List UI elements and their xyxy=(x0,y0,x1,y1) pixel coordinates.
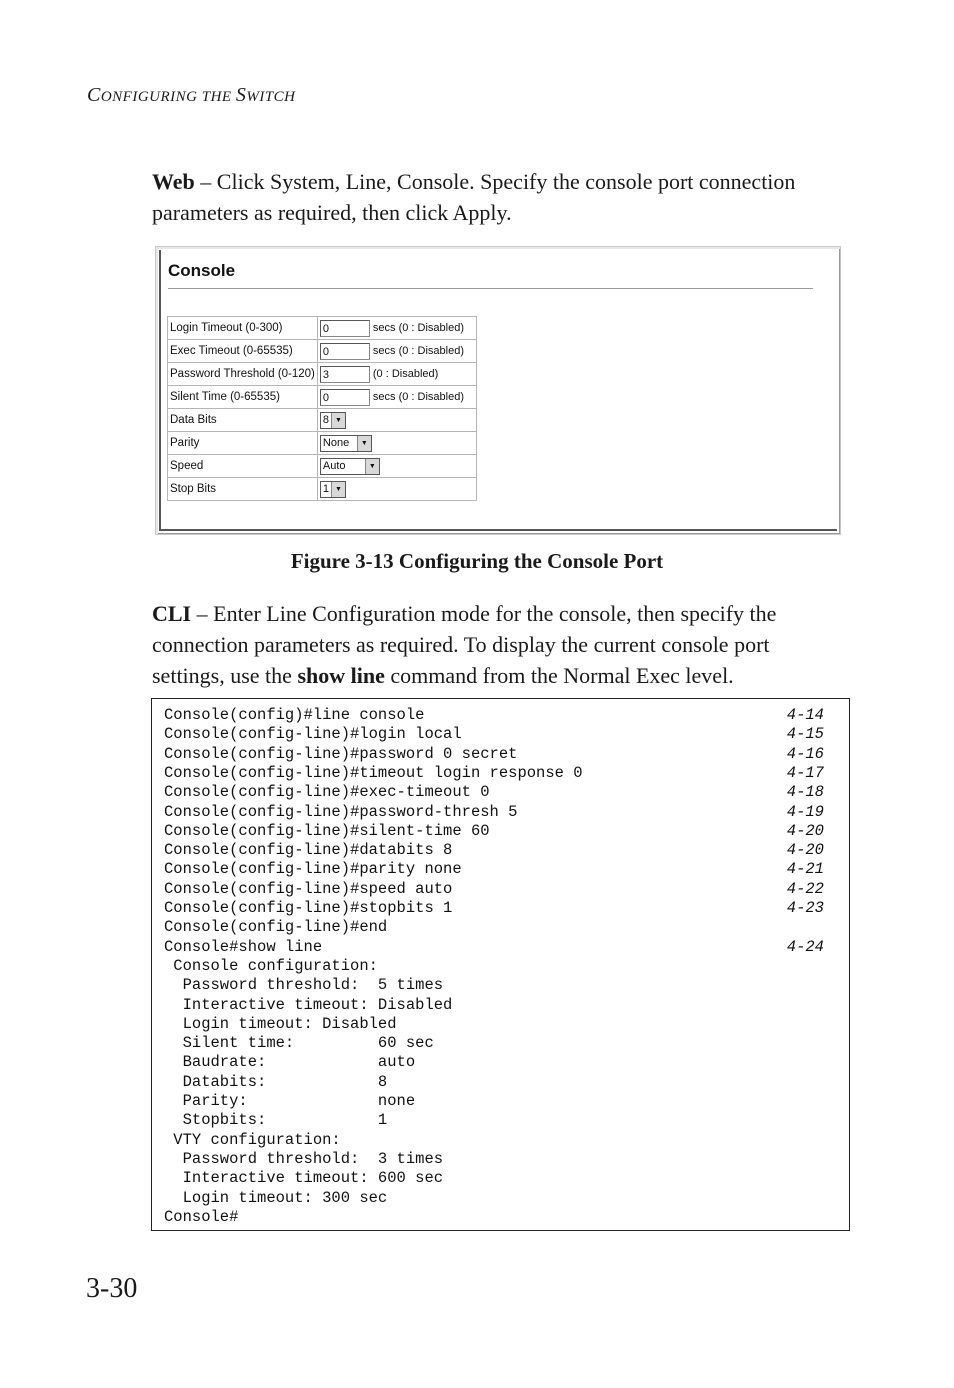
settings-row xyxy=(168,317,477,340)
console-settings-table xyxy=(167,316,477,501)
code-page-reference: 4-22 xyxy=(786,879,824,898)
code-line: Console configuration: xyxy=(164,956,378,975)
code-line: Console(config-line)#silent-time 60 xyxy=(164,821,490,840)
code-page-reference: 4-23 xyxy=(786,899,824,917)
title-divider xyxy=(168,288,813,289)
code-line: Silent time: 60 sec xyxy=(164,1034,434,1053)
code-line: Password threshold: 5 times xyxy=(164,976,444,995)
code-line: Console(config-line)#login local xyxy=(164,725,462,744)
setting-hint: secs (0 : Disabled) xyxy=(372,345,464,357)
setting-label: Exec Timeout (0-65535) xyxy=(168,340,318,363)
code-line: Login timeout: 300 sec xyxy=(164,1188,388,1207)
settings-row xyxy=(168,363,477,386)
code-page-reference: 4-17 xyxy=(786,763,824,782)
setting-text-input[interactable]: 0 xyxy=(320,343,370,360)
code-line: Password threshold: 3 times xyxy=(164,1149,444,1168)
settings-row xyxy=(168,340,477,363)
code-line: Databits: 8 xyxy=(164,1072,388,1091)
page-number: 3-30 xyxy=(86,1273,138,1304)
settings-row xyxy=(168,386,477,409)
dropdown-value: None xyxy=(322,437,350,449)
code-line: Console# xyxy=(164,1207,239,1226)
cli-instructions: CLI – Enter Line Configuration mode for the console, then specify the connection parameters as required. To display the current console port settings, use the show line command from the Normal Exec level. xyxy=(152,601,777,688)
console-screenshot xyxy=(155,246,841,535)
chevron-down-icon[interactable]: ▼ xyxy=(331,413,345,428)
setting-value-cell xyxy=(317,363,476,386)
code-line: Login timeout: Disabled xyxy=(164,1014,397,1033)
code-line: Interactive timeout: 600 sec xyxy=(164,1169,444,1188)
code-page-reference: 4-24 xyxy=(786,937,824,956)
chevron-down-icon[interactable]: ▼ xyxy=(357,436,371,451)
code-page-reference: 4-20 xyxy=(786,821,824,840)
code-line: Console(config-line)#databits 8 xyxy=(164,841,453,860)
setting-value-cell xyxy=(317,340,476,363)
code-page-reference: 4-16 xyxy=(786,744,824,763)
setting-value-cell xyxy=(317,386,476,409)
chevron-down-icon[interactable]: ▼ xyxy=(365,459,379,474)
figure-caption: Figure 3-13 Configuring the Console Port xyxy=(290,549,664,573)
setting-hint: secs (0 : Disabled) xyxy=(372,391,464,403)
running-header: CONFIGURING THE SWITCH xyxy=(87,84,296,106)
dropdown-value: Auto xyxy=(322,460,346,472)
setting-value-cell xyxy=(317,317,476,340)
code-line: Console(config-line)#password 0 secret xyxy=(164,744,518,763)
code-line: Console(config-line)#parity none xyxy=(164,860,462,879)
setting-label: Speed xyxy=(168,455,318,478)
setting-hint: (0 : Disabled) xyxy=(372,368,439,380)
setting-label: Silent Time (0-65535) xyxy=(168,386,318,409)
code-line: Console(config-line)#timeout login response 0 xyxy=(164,763,583,782)
setting-dropdown[interactable] xyxy=(320,458,380,475)
code-line: Console(config-line)#exec-timeout 0 xyxy=(164,783,490,802)
settings-row xyxy=(168,478,477,501)
cli-code-block xyxy=(151,698,850,1231)
code-page-reference: 4-19 xyxy=(786,802,824,821)
setting-label: Password Threshold (0-120) xyxy=(168,363,318,386)
code-page-reference: 4-18 xyxy=(786,783,824,802)
setting-text-input[interactable]: 0 xyxy=(320,320,370,337)
setting-value-cell xyxy=(317,432,476,455)
settings-row xyxy=(168,455,477,478)
setting-label: Login Timeout (0-300) xyxy=(168,317,318,340)
code-line: Stopbits: 1 xyxy=(164,1111,388,1130)
code-line: Console#show line xyxy=(164,937,323,956)
dropdown-value: 1 xyxy=(322,483,330,495)
setting-value-cell xyxy=(317,455,476,478)
web-instructions: Web – Click System, Line, Console. Specify the console port connection parameters as required, then click Apply. xyxy=(152,169,796,225)
setting-dropdown[interactable] xyxy=(320,412,346,429)
console-panel-title: Console xyxy=(168,261,236,280)
code-line: Console(config)#line console xyxy=(164,706,425,724)
setting-dropdown[interactable] xyxy=(320,481,346,498)
setting-value-cell xyxy=(317,409,476,432)
code-line: Console(config-line)#speed auto xyxy=(164,879,453,898)
setting-label: Stop Bits xyxy=(168,478,318,501)
code-line: Interactive timeout: Disabled xyxy=(164,995,453,1014)
setting-label: Parity xyxy=(168,432,318,455)
setting-value-cell xyxy=(317,478,476,501)
code-line: Baudrate: auto xyxy=(164,1053,416,1072)
chevron-down-icon[interactable]: ▼ xyxy=(331,482,345,497)
setting-dropdown[interactable] xyxy=(320,435,372,452)
code-page-reference: 4-15 xyxy=(786,725,824,744)
code-page-reference: 4-21 xyxy=(786,860,824,879)
code-line: VTY configuration: xyxy=(164,1130,341,1149)
code-page-reference: 4-14 xyxy=(786,706,824,724)
setting-text-input[interactable]: 3 xyxy=(320,366,370,383)
code-line: Console(config-line)#stopbits 1 xyxy=(164,899,453,917)
code-line: Console(config-line)#end xyxy=(164,918,388,937)
setting-text-input[interactable]: 0 xyxy=(320,389,370,406)
setting-label: Data Bits xyxy=(168,409,318,432)
settings-row xyxy=(168,432,477,455)
code-line: Parity: none xyxy=(164,1092,416,1110)
dropdown-value: 8 xyxy=(322,414,330,426)
setting-hint: secs (0 : Disabled) xyxy=(372,322,464,334)
code-page-reference: 4-20 xyxy=(786,841,824,860)
settings-row xyxy=(168,409,477,432)
code-line: Console(config-line)#password-thresh 5 xyxy=(164,802,518,821)
